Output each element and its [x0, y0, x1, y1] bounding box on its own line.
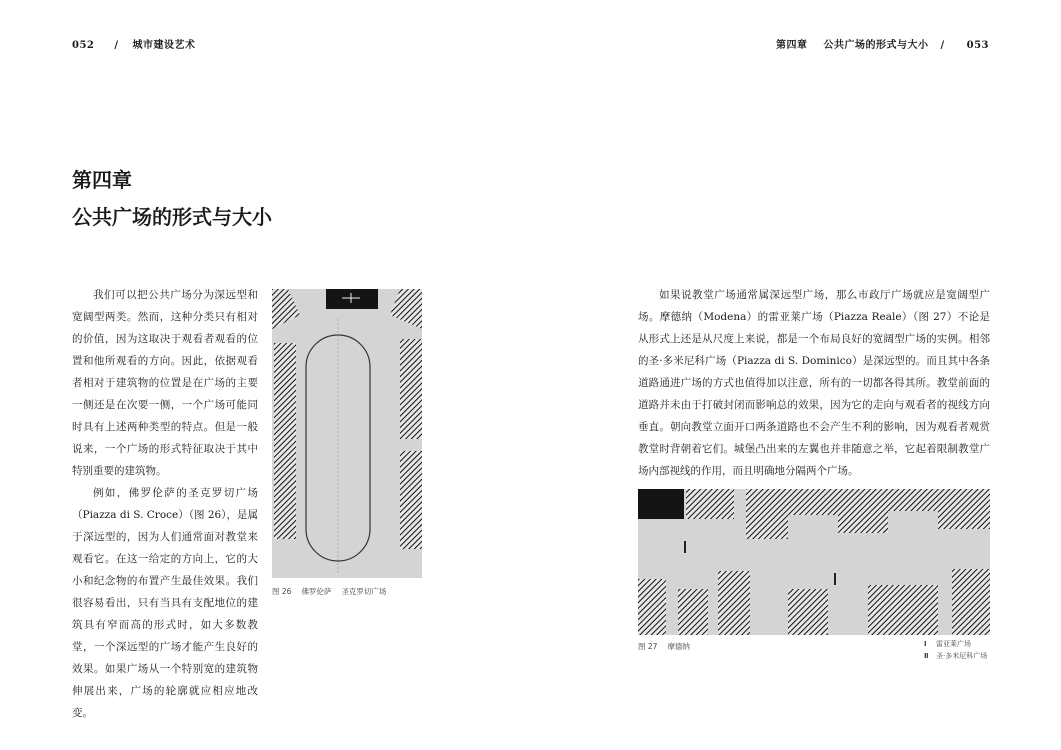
- figure-27-legend-item: [924, 651, 987, 661]
- running-header-left: [72, 36, 196, 51]
- chapter-number: 第四章: [72, 168, 132, 192]
- legend-mark: Ⅱ: [924, 652, 929, 660]
- header-chapter-number: 第四章: [776, 40, 808, 51]
- legend-label: 雷亚莱广场: [936, 640, 971, 648]
- caption-city: 摩德纳: [667, 642, 690, 651]
- modena-plan-drawing: [638, 489, 990, 635]
- header-separator: /: [114, 40, 119, 51]
- figure-27-plan: [638, 489, 990, 635]
- paragraph: 如果说教堂广场通常属深远型广场，那么市政厅广场就应是宽阔型广场。摩德纳（Modena）的雷亚莱广场（Piazza Reale）（图 27）不论是从形式上还是从尺度上来说，都是一个布局良好的宽阔型广场的实例。相邻的圣·多米尼科广场（Piazza di S. Dominico）是深远型的。而且其中各条道路通进广场的方式也值得加以注意，所有的一切都各得其所。教堂前面的道路并未由于打破封闭而影响总的效果，因为它的走向与观看者的视线方向垂直。朝向教堂立面开口两条道路也不会产生不利的影响，因为观看者观赏教堂时背朝着它们。城堡凸出来的左翼也并非随意之举，它起着限制教堂广场内部视线的作用，而且明确地分隔两个广场。: [638, 289, 990, 477]
- figure-26-caption: [272, 586, 386, 597]
- figure-27-legend-item: [924, 639, 971, 649]
- page-number-right: 053: [966, 40, 989, 51]
- legend-label: 圣·多米尼科广场: [936, 652, 988, 660]
- caption-city: 佛罗伦萨: [301, 587, 332, 596]
- chapter-title: 公共广场的形式与大小: [72, 205, 272, 229]
- running-header-right: [776, 36, 989, 51]
- right-text-column: [638, 284, 990, 482]
- legend-mark: Ⅰ: [924, 640, 927, 648]
- header-chapter-title: 公共广场的形式与大小: [823, 40, 929, 51]
- caption-number: 图 26: [272, 587, 292, 596]
- paragraph: 例如，佛罗伦萨的圣克罗切广场（Piazza di S. Croce）（图 26），是属于深远型的，因为人们通常面对教堂来观看它。在这一给定的方向上，它的大小和纪念物的布置产生最佳效果。我们很容易看出，只有当具有支配地位的建筑具有窄而高的形式时，如大多数教堂，一个深远型的广场才能产生良好的效果。如果广场从一个特别宽的建筑物伸展出来，广场的轮廓就应相应地改变。: [72, 487, 258, 719]
- page-number-left: 052: [72, 40, 95, 51]
- book-title: 城市建设艺术: [132, 40, 196, 51]
- figure-27-caption: [638, 641, 690, 652]
- caption-name: 圣克罗切广场: [341, 587, 387, 596]
- caption-number: 图 27: [638, 642, 658, 651]
- left-text-column: [72, 284, 258, 724]
- paragraph: 我们可以把公共广场分为深远型和宽阔型两类。然而，这种分类只有相对的价值，因为这取决于观看者观看的位置和他所观看的方向。因此，依据观看者相对于建筑物的位置是在广场的主要一侧还是在次要一侧，一个广场可能同时具有上述两种类型的特点。但是一般说来，一个广场的形式特征取决于其中特别重要的建筑物。: [72, 289, 258, 477]
- piazza-croce-plan-drawing: [272, 289, 422, 578]
- figure-26-plan: [272, 289, 422, 578]
- header-separator: /: [940, 40, 945, 51]
